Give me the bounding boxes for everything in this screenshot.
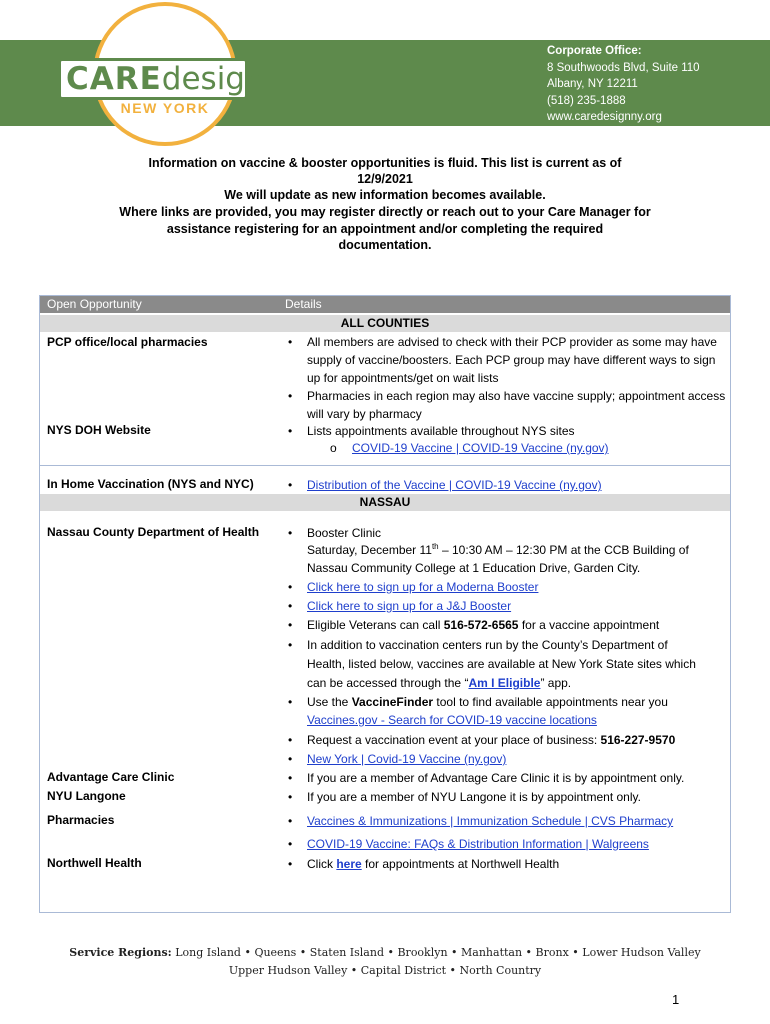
row-label-advantage: Advantage Care Clinic <box>47 770 175 784</box>
corporate-address-2: Albany, NY 12211 <box>547 78 638 90</box>
corporate-address-1: 8 Southwoods Blvd, Suite 110 <box>547 61 700 74</box>
northwell-text: Click here for appointments at Northwell Health <box>307 857 560 871</box>
bullet-icon: • <box>288 526 293 540</box>
link-northwell-here[interactable]: here <box>336 857 362 871</box>
region-all-counties: ALL COUNTIES <box>40 315 730 332</box>
bullet-icon: • <box>288 733 293 747</box>
vaccine-opportunities-table <box>39 295 731 913</box>
veterans-phone-line: Eligible Veterans can call 516-572-6565 for a vaccine appointment <box>307 618 660 632</box>
bullet-icon: • <box>288 837 293 851</box>
corporate-website: www.caredesignny.org <box>547 111 662 123</box>
bullet-icon: • <box>288 638 293 652</box>
bullet-icon: • <box>288 618 293 632</box>
row-label-nys-doh: NYS DOH Website <box>47 423 151 437</box>
row-label-pharmacies: Pharmacies <box>47 813 115 827</box>
nyu-text: If you are a member of NYU Langone it is by appointment only. <box>307 790 641 804</box>
company-logo: CAREdesign <box>66 61 265 97</box>
service-regions-line-1: Service Regions: Long Island • Queens • Staten Island • Brooklyn • Manhattan • Bronx • Lower Hudson Valley <box>69 946 701 959</box>
link-cvs-pharmacy[interactable]: Vaccines & Immunizations | Immunization Schedule | CVS Pharmacy <box>307 814 674 828</box>
table-header <box>40 296 730 313</box>
corporate-office-info <box>547 43 700 126</box>
intro-line-3: We will update as new information becomes available. <box>224 188 546 202</box>
doh-bullet-1: Lists appointments available throughout NYS sites <box>307 424 575 438</box>
link-ny-covid-vaccine[interactable]: New York | Covid-19 Vaccine (ny.gov) <box>307 752 507 766</box>
bullet-icon: • <box>288 752 293 766</box>
bullet-icon: • <box>288 389 293 403</box>
sub-bullet-icon: o <box>330 441 337 455</box>
nassau-info-line-2: Health, listed below, vaccines are available at New York State sites which <box>307 657 696 671</box>
logo-subtitle: NEW YORK <box>120 100 210 116</box>
bullet-icon: • <box>288 580 293 594</box>
bullet-icon: • <box>288 478 293 492</box>
nassau-info-line-1: In addition to vaccination centers run by the County’s Department of <box>307 638 668 652</box>
booster-clinic-title: Booster Clinic <box>307 526 382 540</box>
bullet-icon: • <box>288 335 293 349</box>
row-label-nyu: NYU Langone <box>47 789 126 803</box>
pcp-bullet-1: All members are advised to check with their PCP provider as some may have supply of vaccine/boosters. Each PCP group may have different ways to sign up for appointments/get on wait lists <box>307 335 717 386</box>
business-event-line: Request a vaccination event at your place of business: 516-227-9570 <box>307 733 676 747</box>
corporate-title: Corporate Office: <box>547 45 642 57</box>
bullet-icon: • <box>288 599 293 613</box>
bullet-icon: • <box>288 790 293 804</box>
row-label-pcp: PCP office/local pharmacies <box>47 335 208 349</box>
pcp-bullet-2: Pharmacies in each region may also have vaccine supply; appointment access will vary by pharmacy <box>307 389 726 422</box>
header-open-opportunity: Open Opportunity <box>47 297 142 311</box>
bullet-icon: • <box>288 695 293 709</box>
region-nassau: NASSAU <box>40 494 730 511</box>
advantage-text: If you are a member of Advantage Care Clinic it is by appointment only. <box>307 771 685 785</box>
link-moderna-booster[interactable]: Click here to sign up for a Moderna Booster <box>307 580 539 594</box>
page-number: 1 <box>672 992 680 1007</box>
link-vaccines-gov[interactable]: Vaccines.gov - Search for COVID-19 vaccine locations <box>307 713 597 727</box>
intro-line-4: Where links are provided, you may register directly or reach out to your Care Manager for <box>119 205 651 219</box>
bullet-icon: • <box>288 424 293 438</box>
intro-date: 12/9/2021 <box>357 172 413 186</box>
row-label-nassau-doh: Nassau County Department of Health <box>47 525 260 539</box>
vaccinefinder-line: Use the VaccineFinder tool to find available appointments near you <box>307 695 668 709</box>
intro-line-1: Information on vaccine & booster opportunities is fluid. This list is current as of <box>148 156 622 170</box>
header-details: Details <box>285 297 322 311</box>
link-am-i-eligible[interactable]: Am I Eligible <box>468 676 541 690</box>
booster-clinic-location: Nassau Community College at 1 Education Drive, Garden City. <box>307 561 641 575</box>
corporate-phone: (518) 235-1888 <box>547 94 626 107</box>
booster-clinic-date: Saturday, December 11th – 10:30 AM – 12:30 PM at the CCB Building of <box>307 542 689 557</box>
intro-line-5: assistance registering for an appointment and/or completing the required <box>166 222 604 236</box>
row-divider <box>40 465 730 466</box>
link-vaccine-distribution[interactable]: Distribution of the Vaccine | COVID-19 Vaccine (ny.gov) <box>307 478 602 492</box>
bullet-icon: • <box>288 771 293 785</box>
link-walgreens[interactable]: COVID-19 Vaccine: FAQs & Distribution Information | Walgreens <box>307 837 649 851</box>
nassau-info-line-3: can be accessed through the “Am I Eligible” app. <box>307 676 572 690</box>
bullet-icon: • <box>288 814 293 828</box>
intro-line-6: documentation. <box>338 238 432 252</box>
service-regions-line-2: Upper Hudson Valley • Capital District • North Country <box>228 964 542 977</box>
row-label-in-home: In Home Vaccination (NYS and NYC) <box>47 477 254 491</box>
bullet-icon: • <box>288 857 293 871</box>
row-label-northwell: Northwell Health <box>47 856 142 870</box>
link-jj-booster[interactable]: Click here to sign up for a J&J Booster <box>307 599 512 613</box>
link-nys-covid-vaccine[interactable]: COVID-19 Vaccine | COVID-19 Vaccine (ny.gov) <box>352 441 609 455</box>
